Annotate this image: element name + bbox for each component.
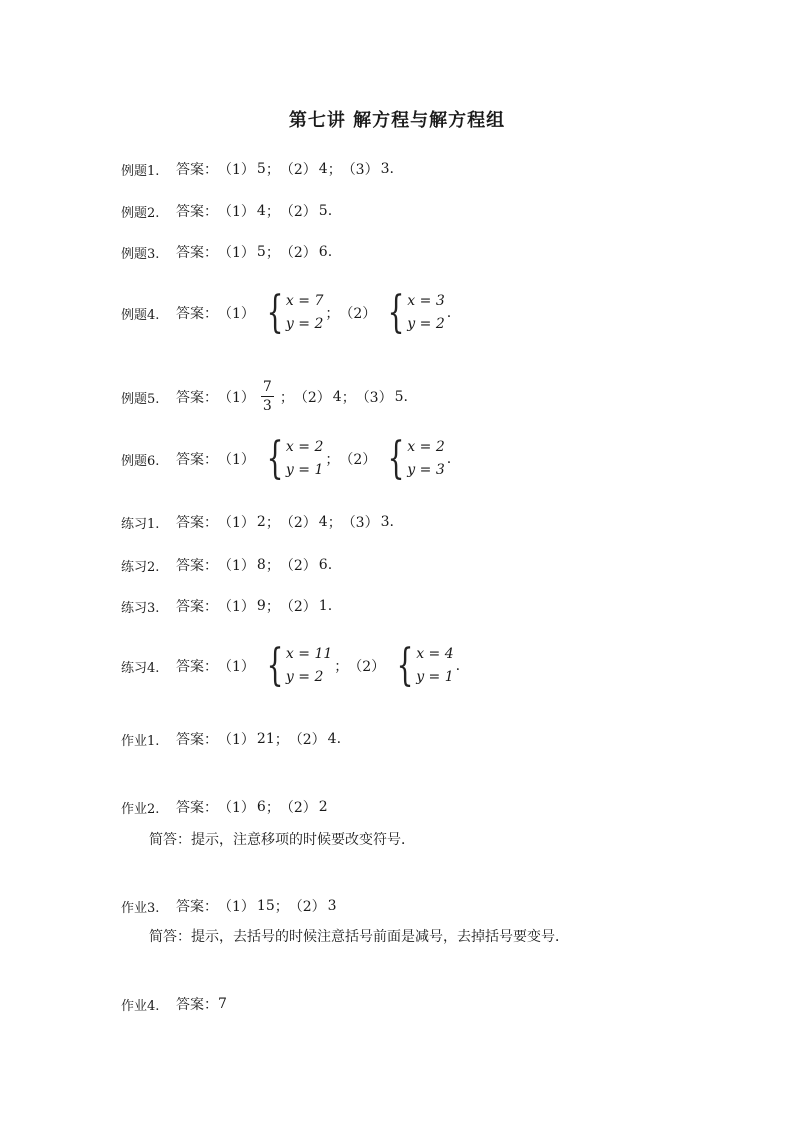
part-index: （2） xyxy=(339,452,377,468)
end-punctuation: . xyxy=(446,305,452,321)
system-equation: x = 2 xyxy=(285,439,324,455)
part-index: （2） xyxy=(279,204,317,220)
answer-value: 3 xyxy=(380,161,390,177)
part-index: （1） xyxy=(218,599,255,615)
part-index: （1） xyxy=(218,659,255,675)
part-index: （1） xyxy=(218,732,255,748)
separator: ； xyxy=(265,162,280,178)
fraction-numerator: 7 xyxy=(262,379,272,395)
end-punctuation: . xyxy=(336,731,342,747)
end-punctuation: . xyxy=(455,658,461,674)
answer-value: 3 xyxy=(327,898,337,914)
part-index: （2） xyxy=(288,732,326,748)
answer-prefix: 答案： xyxy=(176,245,218,261)
answer-value: 1 xyxy=(318,598,328,614)
left-brace: { xyxy=(387,287,405,338)
separator: ； xyxy=(274,732,289,748)
answer-prefix: 答案： xyxy=(176,800,218,816)
answer-value: 6 xyxy=(318,244,328,260)
answer-part xyxy=(294,387,342,407)
answer-part xyxy=(218,159,266,179)
part-index: （1） xyxy=(218,515,255,531)
answer-value: 9 xyxy=(256,598,266,614)
system-equation: y = 3 xyxy=(407,462,445,478)
end-punctuation: . xyxy=(327,598,333,614)
part-index: （2） xyxy=(288,899,326,915)
answer-part xyxy=(280,242,328,262)
answer-value: 7 xyxy=(218,996,227,1012)
system-equation: y = 2 xyxy=(285,316,324,332)
answer-part xyxy=(289,896,337,916)
answer-part xyxy=(342,512,390,532)
answer-part xyxy=(218,433,325,484)
end-punctuation: . xyxy=(327,244,333,260)
separator: ； xyxy=(274,899,289,915)
part-index: （2） xyxy=(279,599,317,615)
exercise-label: 例题1. xyxy=(121,163,160,179)
answer-prefix: 答案： xyxy=(176,732,218,748)
answer-prefix: 答案： xyxy=(176,558,218,574)
left-brace: { xyxy=(266,287,284,338)
exercise-label: 作业1. xyxy=(121,733,160,749)
answer-part xyxy=(218,896,275,916)
fraction xyxy=(261,379,274,415)
answer-part xyxy=(280,512,328,532)
answer-value: 4 xyxy=(256,203,266,219)
answer-row xyxy=(121,640,461,691)
left-brace: { xyxy=(387,433,405,484)
answer-part xyxy=(218,729,275,749)
answer-value: 5 xyxy=(394,389,404,405)
answer-part xyxy=(339,433,446,484)
part-index: （1） xyxy=(218,162,255,178)
answer-value: 6 xyxy=(318,557,328,573)
system-lines xyxy=(286,290,323,336)
answer-prefix: 答案： xyxy=(176,306,218,322)
equation-system xyxy=(391,640,454,691)
part-index: （1） xyxy=(218,390,255,406)
answer-part xyxy=(218,996,227,1012)
answer-prefix: 答案： xyxy=(176,659,218,675)
answer-value: 4 xyxy=(332,389,342,405)
answer-prefix: 答案： xyxy=(176,204,218,220)
part-index: （1） xyxy=(218,899,255,915)
end-punctuation: . xyxy=(327,203,333,219)
answer-prefix: 答案： xyxy=(176,997,218,1013)
system-equation: x = 4 xyxy=(416,646,454,662)
end-punctuation: . xyxy=(389,161,394,177)
answer-row xyxy=(121,287,452,338)
separator: ； xyxy=(334,659,349,675)
answer-part xyxy=(280,201,328,221)
answer-part xyxy=(218,797,266,817)
part-index: （2） xyxy=(279,800,317,816)
note-prefix: 简答： xyxy=(149,929,191,945)
answer-prefix: 答案： xyxy=(176,162,218,178)
left-brace: { xyxy=(266,640,284,691)
answer-value: 21 xyxy=(256,731,275,747)
answer-note xyxy=(149,829,415,849)
separator: ； xyxy=(327,162,342,178)
answer-part xyxy=(218,379,280,415)
system-lines xyxy=(416,643,453,689)
part-index: （2） xyxy=(279,515,317,531)
system-lines xyxy=(286,436,323,482)
separator: ； xyxy=(325,452,340,468)
left-brace: { xyxy=(266,433,284,484)
separator: ； xyxy=(265,204,280,220)
answer-part xyxy=(280,159,328,179)
system-equation: y = 1 xyxy=(285,462,324,478)
part-index: （3） xyxy=(341,162,379,178)
answer-row xyxy=(121,795,328,819)
answer-value: 8 xyxy=(256,557,266,573)
separator: ； xyxy=(265,800,280,816)
system-equation: x = 2 xyxy=(407,439,445,455)
exercise-label: 作业2. xyxy=(121,801,160,817)
answer-prefix: 答案： xyxy=(176,899,218,915)
part-index: （1） xyxy=(218,245,255,261)
answer-value: 4 xyxy=(318,514,328,530)
answer-value: 2 xyxy=(318,799,328,815)
answer-prefix: 答案： xyxy=(176,390,218,406)
answer-value: 5 xyxy=(318,203,328,219)
exercise-label: 例题5. xyxy=(121,391,160,407)
part-index: （2） xyxy=(293,390,331,406)
exercise-label: 作业4. xyxy=(121,998,160,1014)
answer-row xyxy=(121,157,394,181)
exercise-label: 例题6. xyxy=(121,453,160,469)
part-index: （1） xyxy=(218,306,255,322)
exercise-label: 练习2. xyxy=(121,559,160,575)
part-index: （2） xyxy=(279,245,317,261)
end-punctuation: . xyxy=(403,389,408,405)
answer-row xyxy=(121,240,332,264)
answer-row xyxy=(121,433,452,484)
separator: ； xyxy=(325,306,340,322)
answer-part xyxy=(218,555,266,575)
note-text: 提示，去括号的时候注意括号前面是减号，去掉括号要变号． xyxy=(191,929,569,945)
answer-value: 2 xyxy=(256,514,266,530)
system-equation: x = 3 xyxy=(407,293,445,309)
part-index: （1） xyxy=(218,452,255,468)
separator: ； xyxy=(265,245,280,261)
part-index: （2） xyxy=(279,162,317,178)
end-punctuation: . xyxy=(389,514,394,530)
answer-part xyxy=(280,555,328,575)
answer-part xyxy=(218,596,266,616)
system-lines xyxy=(286,643,332,689)
answer-row xyxy=(121,894,337,918)
answer-part xyxy=(218,242,266,262)
answer-value: 4 xyxy=(318,161,328,177)
answer-row xyxy=(121,594,332,618)
answer-row xyxy=(121,510,394,534)
answer-part xyxy=(339,287,446,338)
end-punctuation: . xyxy=(446,451,452,467)
system-equation: y = 2 xyxy=(285,669,324,685)
answer-prefix: 答案： xyxy=(176,515,218,531)
answer-row xyxy=(121,992,227,1016)
part-index: （3） xyxy=(341,515,379,531)
answer-part xyxy=(218,640,334,691)
note-text: 提示，注意移项的时候要改变符号． xyxy=(191,832,415,848)
equation-system xyxy=(382,287,445,338)
answer-part xyxy=(356,387,404,407)
part-index: （1） xyxy=(218,558,255,574)
exercise-label: 练习4. xyxy=(121,660,160,676)
equation-system xyxy=(261,640,333,691)
separator: ； xyxy=(265,599,280,615)
system-equation: y = 1 xyxy=(416,669,454,685)
answer-row xyxy=(121,379,408,414)
equation-system xyxy=(261,433,324,484)
answer-part xyxy=(342,159,390,179)
fraction-denominator: 3 xyxy=(262,398,272,414)
answer-part xyxy=(348,640,455,691)
system-equation: x = 7 xyxy=(285,293,324,309)
answer-part xyxy=(280,596,328,616)
page-title: 第七讲 解方程与解方程组 xyxy=(288,110,506,131)
exercise-label: 练习1. xyxy=(121,516,160,532)
system-lines xyxy=(407,290,444,336)
answer-part xyxy=(218,201,266,221)
note-prefix: 简答： xyxy=(149,832,191,848)
answer-value: 3 xyxy=(380,514,390,530)
answer-prefix: 答案： xyxy=(176,599,218,615)
part-index: （1） xyxy=(218,800,255,816)
part-index: （2） xyxy=(348,659,386,675)
answer-row xyxy=(121,727,341,751)
equation-system xyxy=(261,287,324,338)
answer-part xyxy=(218,512,266,532)
exercise-label: 例题3. xyxy=(121,246,160,262)
system-equation: x = 11 xyxy=(285,646,333,662)
separator: ； xyxy=(265,515,280,531)
exercise-label: 作业3. xyxy=(121,900,160,916)
separator: ； xyxy=(265,558,280,574)
left-brace: { xyxy=(396,640,414,691)
part-index: （3） xyxy=(355,390,393,406)
equation-system xyxy=(382,433,445,484)
answer-value: 15 xyxy=(256,898,275,914)
answer-value: 5 xyxy=(256,161,266,177)
system-equation: y = 2 xyxy=(407,316,445,332)
system-lines xyxy=(407,436,444,482)
answer-row xyxy=(121,553,332,577)
answer-part xyxy=(218,287,325,338)
separator: ； xyxy=(279,390,294,406)
answer-part xyxy=(289,729,337,749)
exercise-label: 例题4. xyxy=(121,307,160,323)
answer-value: 6 xyxy=(256,799,266,815)
exercise-label: 例题2. xyxy=(121,205,160,221)
separator: ； xyxy=(341,390,356,406)
part-index: （2） xyxy=(279,558,317,574)
answer-row xyxy=(121,199,332,223)
answer-note xyxy=(149,926,569,946)
end-punctuation: . xyxy=(327,557,333,573)
part-index: （1） xyxy=(218,204,255,220)
separator: ； xyxy=(327,515,342,531)
exercise-label: 练习3. xyxy=(121,600,160,616)
answer-part xyxy=(280,797,328,817)
part-index: （2） xyxy=(339,306,377,322)
answer-prefix: 答案： xyxy=(176,452,218,468)
answer-value: 5 xyxy=(256,244,266,260)
answer-value: 4 xyxy=(327,731,337,747)
